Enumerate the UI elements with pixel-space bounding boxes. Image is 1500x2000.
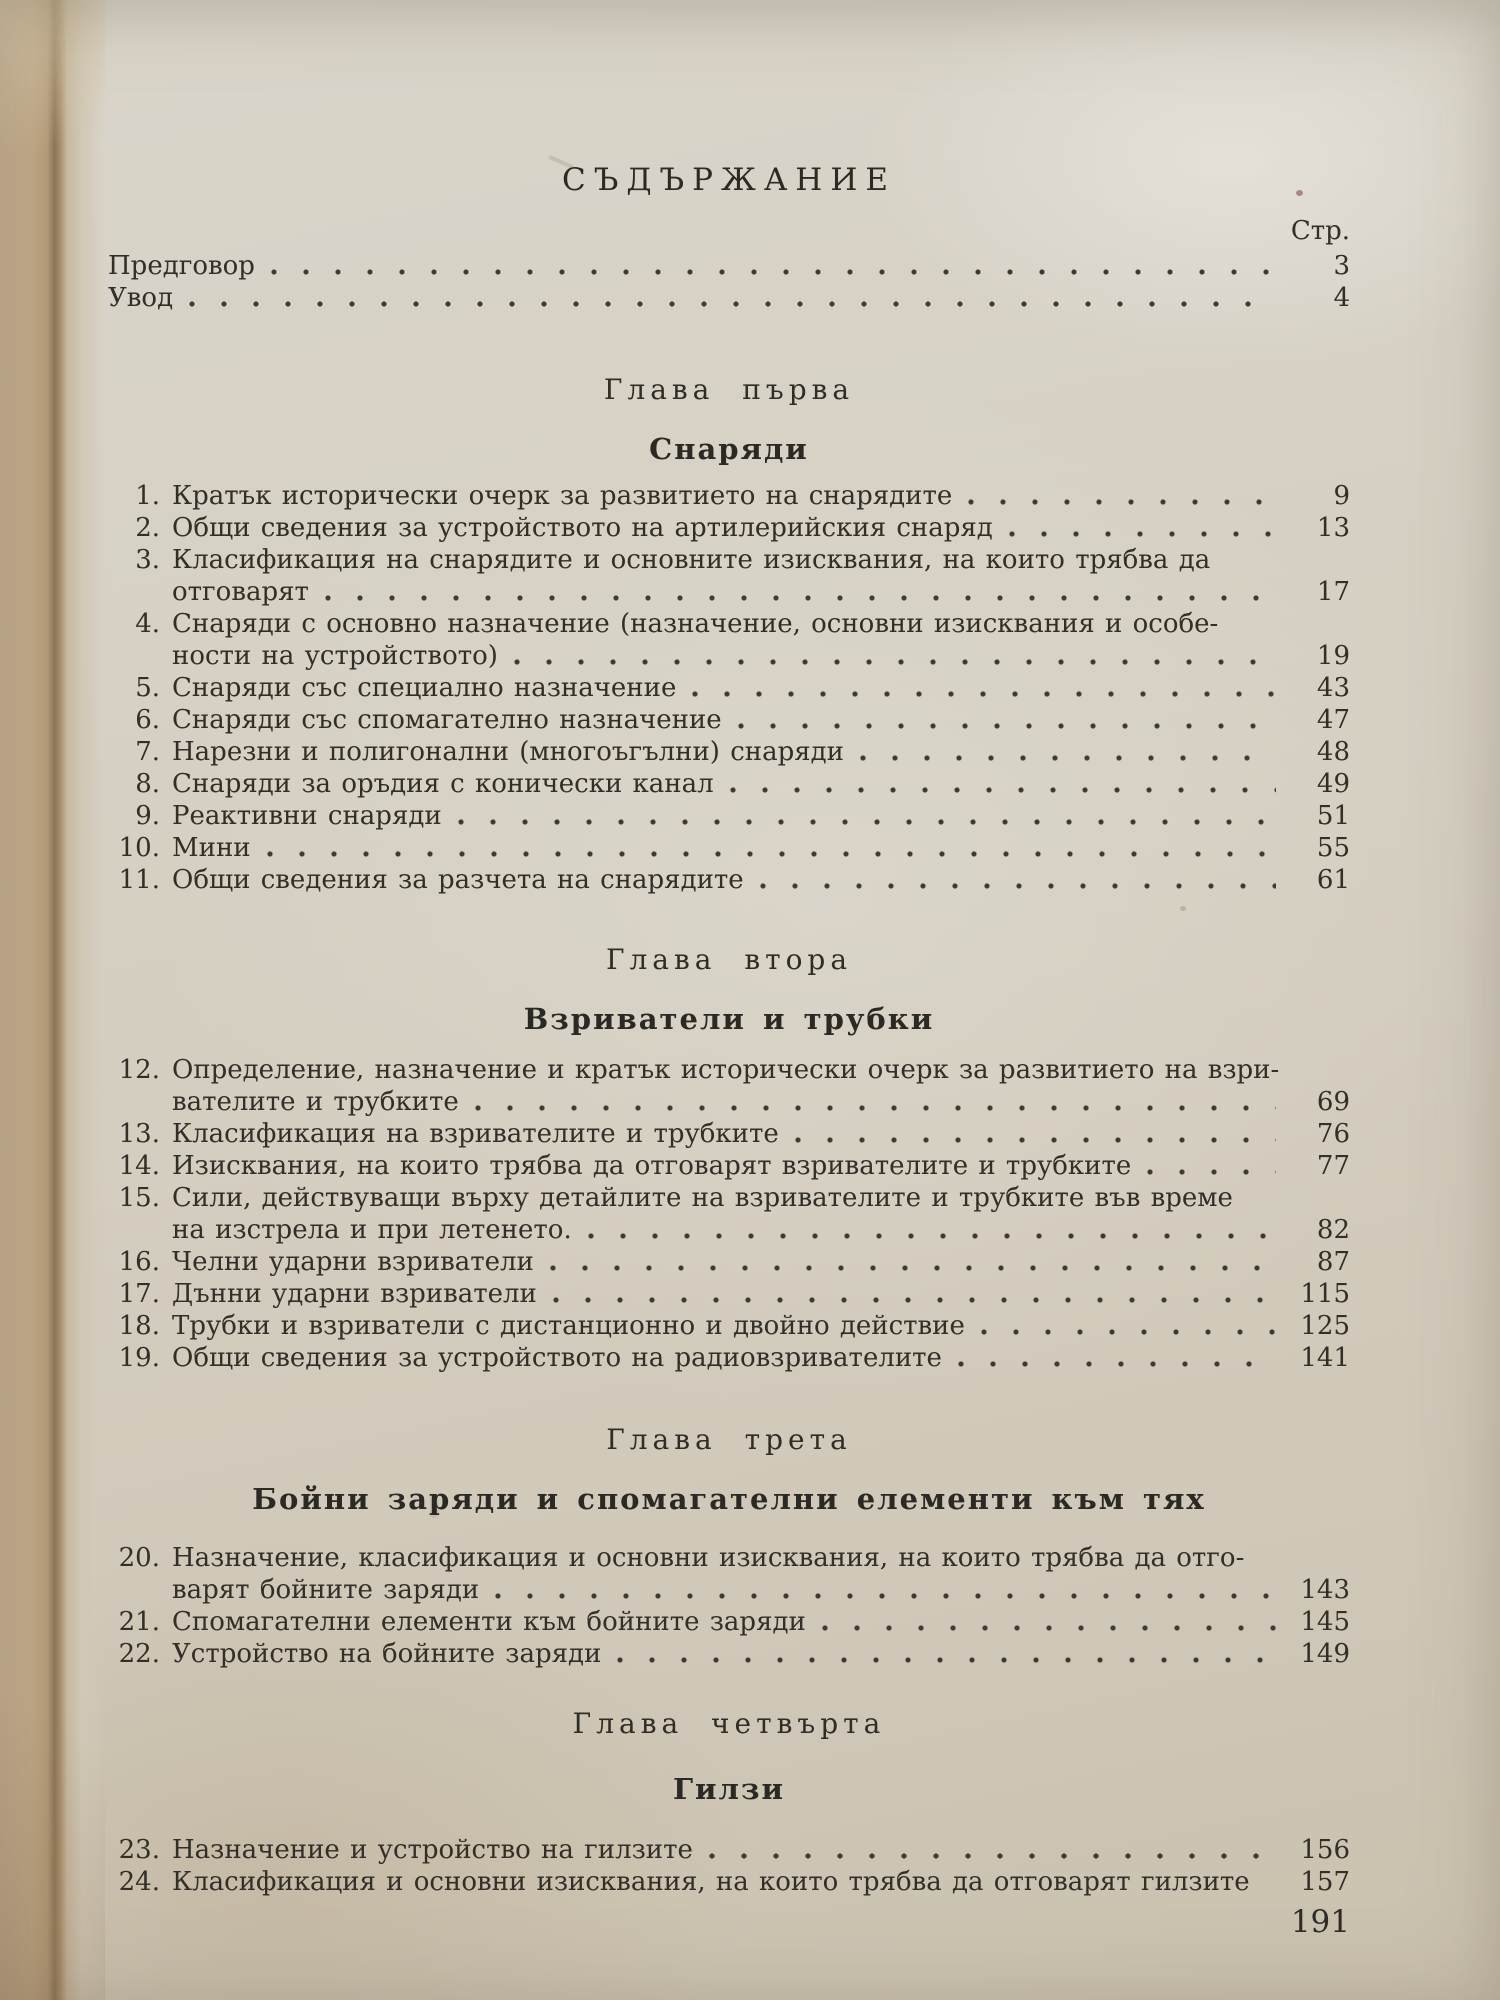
toc-entry-line xyxy=(108,704,1350,736)
entry-number: 22. xyxy=(118,1639,160,1669)
toc-entry-line xyxy=(108,736,1350,768)
entry-text: Класификация на снарядите и основните изисквания, на които трябва да xyxy=(172,545,1211,575)
dot-leader xyxy=(617,1654,1276,1666)
dot-leader xyxy=(1009,528,1276,540)
entry-page-number: 49 xyxy=(1316,769,1350,799)
entry-text: Снаряди за оръдия с конически канал xyxy=(172,769,714,799)
entry-page-number: 51 xyxy=(1316,801,1350,831)
dot-leader xyxy=(550,1262,1276,1274)
toc-entry-line xyxy=(108,1342,1350,1374)
toc-entry-line xyxy=(108,1182,1350,1214)
entry-number: 8. xyxy=(135,769,160,799)
entry-text: вателите и трубките xyxy=(172,1087,459,1117)
entry-page-number: 87 xyxy=(1316,1247,1350,1277)
dot-leader xyxy=(325,592,1276,604)
toc-entry-line xyxy=(108,544,1350,576)
entry-number: 19. xyxy=(118,1343,160,1373)
toc-entry-line xyxy=(108,1542,1350,1574)
entry-number: 12. xyxy=(118,1055,160,1085)
entry-number: 6. xyxy=(135,705,160,735)
entry-page-number: 149 xyxy=(1300,1639,1350,1669)
dot-leader xyxy=(475,1102,1276,1114)
entry-text: Трубки и взриватели с дистанционно и двойно действие xyxy=(172,1311,965,1341)
chapter-subtitle: Взриватели и трубки xyxy=(523,1002,935,1036)
entry-page-number: 43 xyxy=(1316,673,1350,703)
entry-number: 7. xyxy=(135,737,160,767)
entry-text: Сили, действуващи върху детайлите на взривателите и трубките във време xyxy=(172,1183,1233,1213)
entry-number: 17. xyxy=(118,1279,160,1309)
entry-number: 2. xyxy=(135,513,160,543)
entry-page-number: 61 xyxy=(1316,865,1350,895)
dot-leader xyxy=(981,1326,1276,1338)
entry-page-number: 157 xyxy=(1300,1867,1350,1897)
entry-text: Снаряди със спомагателно назначение xyxy=(172,705,722,735)
entry-number: 13. xyxy=(118,1119,160,1149)
toc-entry-line xyxy=(108,1638,1350,1670)
entry-text: Устройство на бойните заряди xyxy=(172,1639,602,1669)
dot-leader xyxy=(588,1230,1276,1242)
toc-entry-line xyxy=(108,768,1350,800)
chapter-heading: Глава втора xyxy=(605,943,853,976)
chapter-items xyxy=(108,1834,1350,1898)
entry-number: 14. xyxy=(118,1151,160,1181)
book-spine-edge xyxy=(0,0,105,2000)
toc-entry-line xyxy=(108,1310,1350,1342)
toc-entry-line xyxy=(108,864,1350,896)
toc-chapters xyxy=(108,372,1350,1898)
dot-leader xyxy=(860,752,1276,764)
dot-leader xyxy=(458,816,1276,828)
entry-page-number: 143 xyxy=(1300,1575,1350,1605)
entry-number: 9. xyxy=(135,801,160,831)
dot-leader xyxy=(738,720,1276,732)
toc-entry-line xyxy=(108,1834,1350,1866)
chapter-subtitle: Гилзи xyxy=(673,1772,785,1806)
entry-text: Общи сведения за разчета на снарядите xyxy=(172,865,744,895)
dot-leader xyxy=(760,880,1276,892)
dot-leader xyxy=(553,1294,1276,1306)
dot-leader xyxy=(730,784,1276,796)
toc-entry-line xyxy=(108,800,1350,832)
entry-page-number: 156 xyxy=(1300,1835,1350,1865)
entry-page-number: 145 xyxy=(1300,1607,1350,1637)
entry-page-number: 13 xyxy=(1316,513,1350,543)
entry-number: 3. xyxy=(135,545,160,575)
entry-page-number: 55 xyxy=(1316,833,1350,863)
entry-text: Класификация и основни изисквания, на които трябва да отговарят гилзите xyxy=(172,1867,1250,1897)
toc-entry-line xyxy=(108,1246,1350,1278)
toc-entry-line xyxy=(108,1150,1350,1182)
page-title: СЪДЪРЖАНИЕ xyxy=(561,162,897,198)
chapter-heading: Глава четвърта xyxy=(572,1707,886,1740)
toc-entry-line xyxy=(108,640,1350,672)
toc-entry-line xyxy=(108,1214,1350,1246)
entry-text: Мини xyxy=(172,833,251,863)
dot-leader xyxy=(271,266,1276,278)
entry-number: 1. xyxy=(135,481,160,511)
dot-leader xyxy=(958,1358,1276,1370)
toc-entry-line xyxy=(108,608,1350,640)
entry-number: 4. xyxy=(135,609,160,639)
page-content xyxy=(108,0,1350,1940)
entry-page-number: 82 xyxy=(1316,1215,1350,1245)
entry-page-number: 47 xyxy=(1316,705,1350,735)
chapter-items xyxy=(108,480,1350,896)
front-matter xyxy=(108,250,1350,314)
entry-text: Нарезни и полигонални (многоъгълни) снаряди xyxy=(172,737,844,767)
dot-leader xyxy=(1147,1166,1276,1178)
toc-entry-line xyxy=(108,512,1350,544)
entry-text: Назначение и устройство на гилзите xyxy=(172,1835,693,1865)
entry-text: Общи сведения за устройството на артилерийския снаряд xyxy=(172,513,993,543)
chapter-items xyxy=(108,1054,1350,1374)
toc-entry-line xyxy=(108,1574,1350,1606)
entry-number: 24. xyxy=(118,1867,160,1897)
chapter-subtitle: Снаряди xyxy=(649,432,809,466)
entry-number: 10. xyxy=(118,833,160,863)
entry-page-number: 77 xyxy=(1316,1151,1350,1181)
toc-entry-line xyxy=(108,1086,1350,1118)
entry-number: 16. xyxy=(118,1247,160,1277)
entry-page-number: 17 xyxy=(1316,577,1350,607)
toc-entry-line xyxy=(108,1118,1350,1150)
entry-text: Дънни ударни взриватели xyxy=(172,1279,537,1309)
entry-text: Класификация на взривателите и трубките xyxy=(172,1119,779,1149)
dot-leader xyxy=(267,848,1276,860)
entry-number: 5. xyxy=(135,673,160,703)
toc-entry-line xyxy=(108,1866,1350,1898)
entry-text: Снаряди с основно назначение (назначение, основни изисквания и особе- xyxy=(172,609,1219,639)
entry-page-number: 4 xyxy=(1333,283,1350,313)
chapter-section xyxy=(108,372,1350,896)
entry-text: Снаряди със специално назначение xyxy=(172,673,677,703)
chapter-subtitle: Бойни заряди и спомагателни елементи към тях xyxy=(252,1482,1206,1516)
entry-page-number: 115 xyxy=(1300,1279,1350,1309)
entry-text: варят бойните заряди xyxy=(172,1575,480,1605)
entry-number: 20. xyxy=(118,1543,160,1573)
dot-leader xyxy=(495,1590,1276,1602)
toc-entry-line xyxy=(108,480,1350,512)
chapter-heading: Глава първа xyxy=(603,373,855,406)
entry-text: Определение, назначение и кратък исторически очерк за развитието на взри- xyxy=(172,1055,1280,1085)
chapter-section xyxy=(108,1422,1350,1670)
chapter-items xyxy=(108,1542,1350,1670)
entry-page-number: 69 xyxy=(1316,1087,1350,1117)
entry-page-number: 141 xyxy=(1300,1343,1350,1373)
dot-leader xyxy=(692,688,1276,700)
entry-number: 23. xyxy=(118,1835,160,1865)
entry-text: отговарят xyxy=(172,577,309,607)
toc-entry-line xyxy=(108,282,1350,314)
dot-leader xyxy=(514,656,1276,668)
entry-text: Изисквания, на които трябва да отговарят взривателите и трубките xyxy=(172,1151,1132,1181)
toc-entry-line xyxy=(108,1054,1350,1086)
dot-leader xyxy=(1266,1882,1276,1894)
page-column-header: Стр. xyxy=(1290,216,1350,246)
entry-page-number: 19 xyxy=(1316,641,1350,671)
entry-text: Предговор xyxy=(108,251,255,281)
entry-number: 15. xyxy=(118,1183,160,1213)
entry-page-number: 9 xyxy=(1333,481,1350,511)
toc-entry-line xyxy=(108,832,1350,864)
entry-page-number: 76 xyxy=(1316,1119,1350,1149)
entry-text: Челни ударни взриватели xyxy=(172,1247,534,1277)
dot-leader xyxy=(189,298,1276,310)
toc-entry-line xyxy=(108,672,1350,704)
toc-entry-line xyxy=(108,250,1350,282)
entry-number: 21. xyxy=(118,1607,160,1637)
chapter-section xyxy=(108,942,1350,1374)
entry-page-number: 3 xyxy=(1333,251,1350,281)
entry-text: на изстрела и при летенето. xyxy=(172,1215,572,1245)
entry-text: Реактивни снаряди xyxy=(172,801,442,831)
entry-text: Спомагателни елементи към бойните заряди xyxy=(172,1607,806,1637)
dot-leader xyxy=(968,496,1276,508)
entry-page-number: 125 xyxy=(1300,1311,1350,1341)
entry-page-number: 48 xyxy=(1316,737,1350,767)
entry-text: Кратък исторически очерк за развитието на снарядите xyxy=(172,481,953,511)
toc-entry-line xyxy=(108,576,1350,608)
entry-text: Назначение, класификация и основни изисквания, на които трябва да отго- xyxy=(172,1543,1245,1573)
entry-text: Увод xyxy=(108,283,174,313)
entry-text: Общи сведения за устройството на радиовзривателите xyxy=(172,1343,942,1373)
dot-leader xyxy=(709,1850,1276,1862)
dot-leader xyxy=(822,1622,1276,1634)
folio-page-number: 191 xyxy=(1290,1904,1350,1940)
toc-entry-line xyxy=(108,1606,1350,1638)
entry-text: ности на устройството) xyxy=(172,641,498,671)
dot-leader xyxy=(795,1134,1276,1146)
toc-entry-line xyxy=(108,1278,1350,1310)
chapter-heading: Глава трета xyxy=(606,1423,852,1456)
entry-number: 18. xyxy=(118,1311,160,1341)
entry-number: 11. xyxy=(118,865,160,895)
chapter-section xyxy=(108,1706,1350,1898)
